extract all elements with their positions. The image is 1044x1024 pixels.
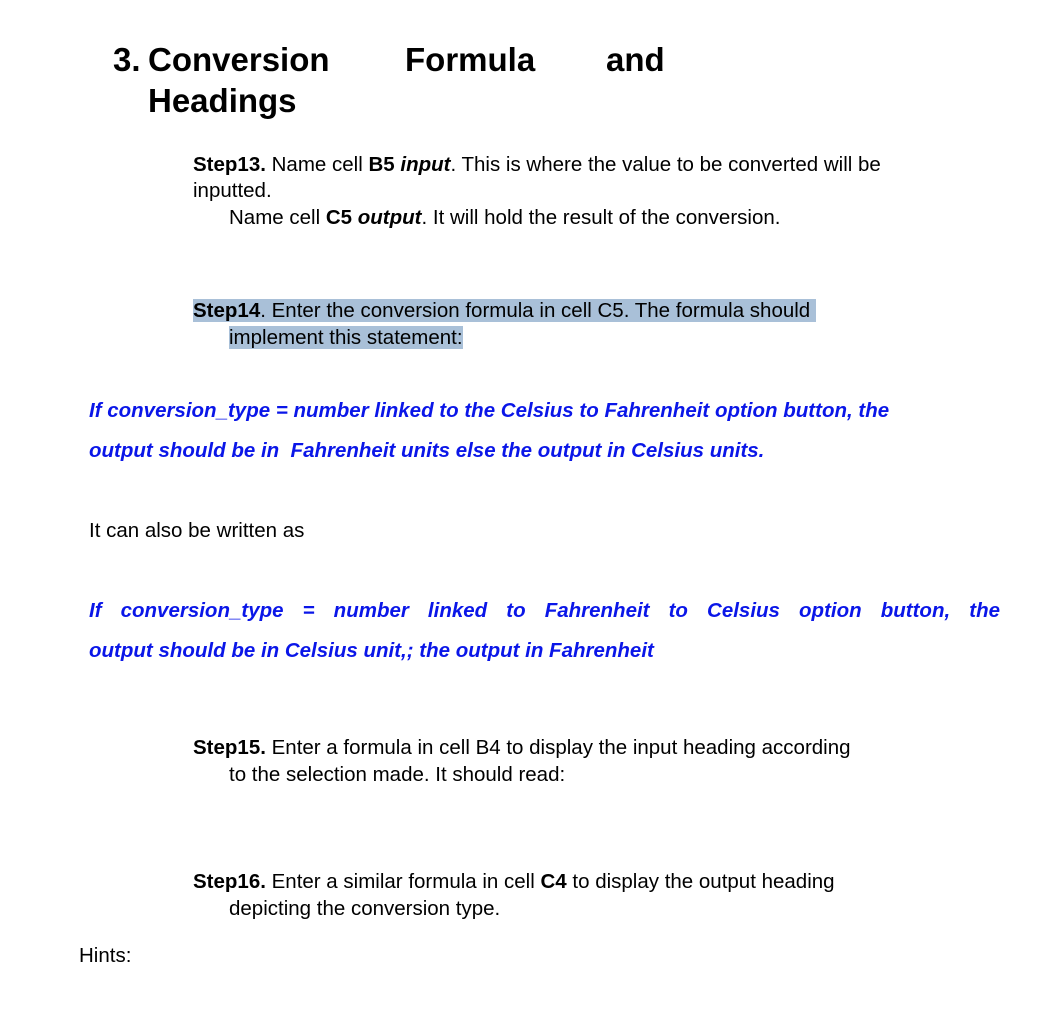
step13-line3-name: output <box>357 206 422 229</box>
heading-line2: Headings <box>148 82 297 119</box>
statement2-line2: output should be in Celsius unit,; the output in Fahrenheit <box>89 639 654 662</box>
step14-label: Step14 <box>193 299 261 322</box>
step16-text-b: to display the output heading <box>566 870 835 893</box>
step13-line3-text-a: Name cell <box>229 206 326 229</box>
step13-label: Step13. <box>193 153 266 176</box>
statement2-line1: If conversion_type = number linked to Fahrenheit to Celsius option button, the <box>89 599 1000 622</box>
heading-word-and: and <box>606 41 665 78</box>
step15-line1 <box>193 735 851 761</box>
step16-line1 <box>193 869 835 895</box>
step16-label: Step16. <box>193 870 266 893</box>
step13-line3-text-c: . It will hold the result of the conversion. <box>421 206 781 229</box>
section-number: 3. <box>113 41 141 78</box>
step13-line2: inputted. <box>193 179 272 202</box>
step16-cell: C4 <box>540 870 567 893</box>
step13-text-a: Name cell <box>265 153 369 176</box>
step13-line3 <box>229 205 780 231</box>
step13-text-c: . This is where the value to be converted will be <box>450 153 881 176</box>
step16-line2: depicting the conversion type. <box>229 897 501 920</box>
heading-word-formula: Formula <box>405 41 536 78</box>
step15-line2: to the selection made. It should read: <box>229 763 566 786</box>
also-written-text: It can also be written as <box>89 519 305 542</box>
statement1-line2: output should be in Fahrenheit units else the output in Celsius units. <box>89 439 765 462</box>
step14-text: . Enter the conversion formula in cell C5. The formula should <box>260 299 811 322</box>
step14-line1 <box>193 298 816 324</box>
step13-line1 <box>193 152 881 178</box>
step14-line2 <box>229 325 463 351</box>
step16-text-a: Enter a similar formula in cell <box>265 870 541 893</box>
heading-word-conversion: Conversion <box>148 41 330 78</box>
statement1-line1: If conversion_type = number linked to the Celsius to Fahrenheit option button, the <box>89 399 890 422</box>
step15-text: Enter a formula in cell B4 to display the input heading according <box>265 736 851 759</box>
step13-name: input <box>400 153 451 176</box>
step15-label: Step15. <box>193 736 266 759</box>
hints-label: Hints: <box>79 944 132 967</box>
step13-line3-cell: C5 <box>325 206 353 229</box>
step14-line2-text: implement this statement: <box>229 326 463 349</box>
step13-cell: B5 <box>368 153 395 176</box>
